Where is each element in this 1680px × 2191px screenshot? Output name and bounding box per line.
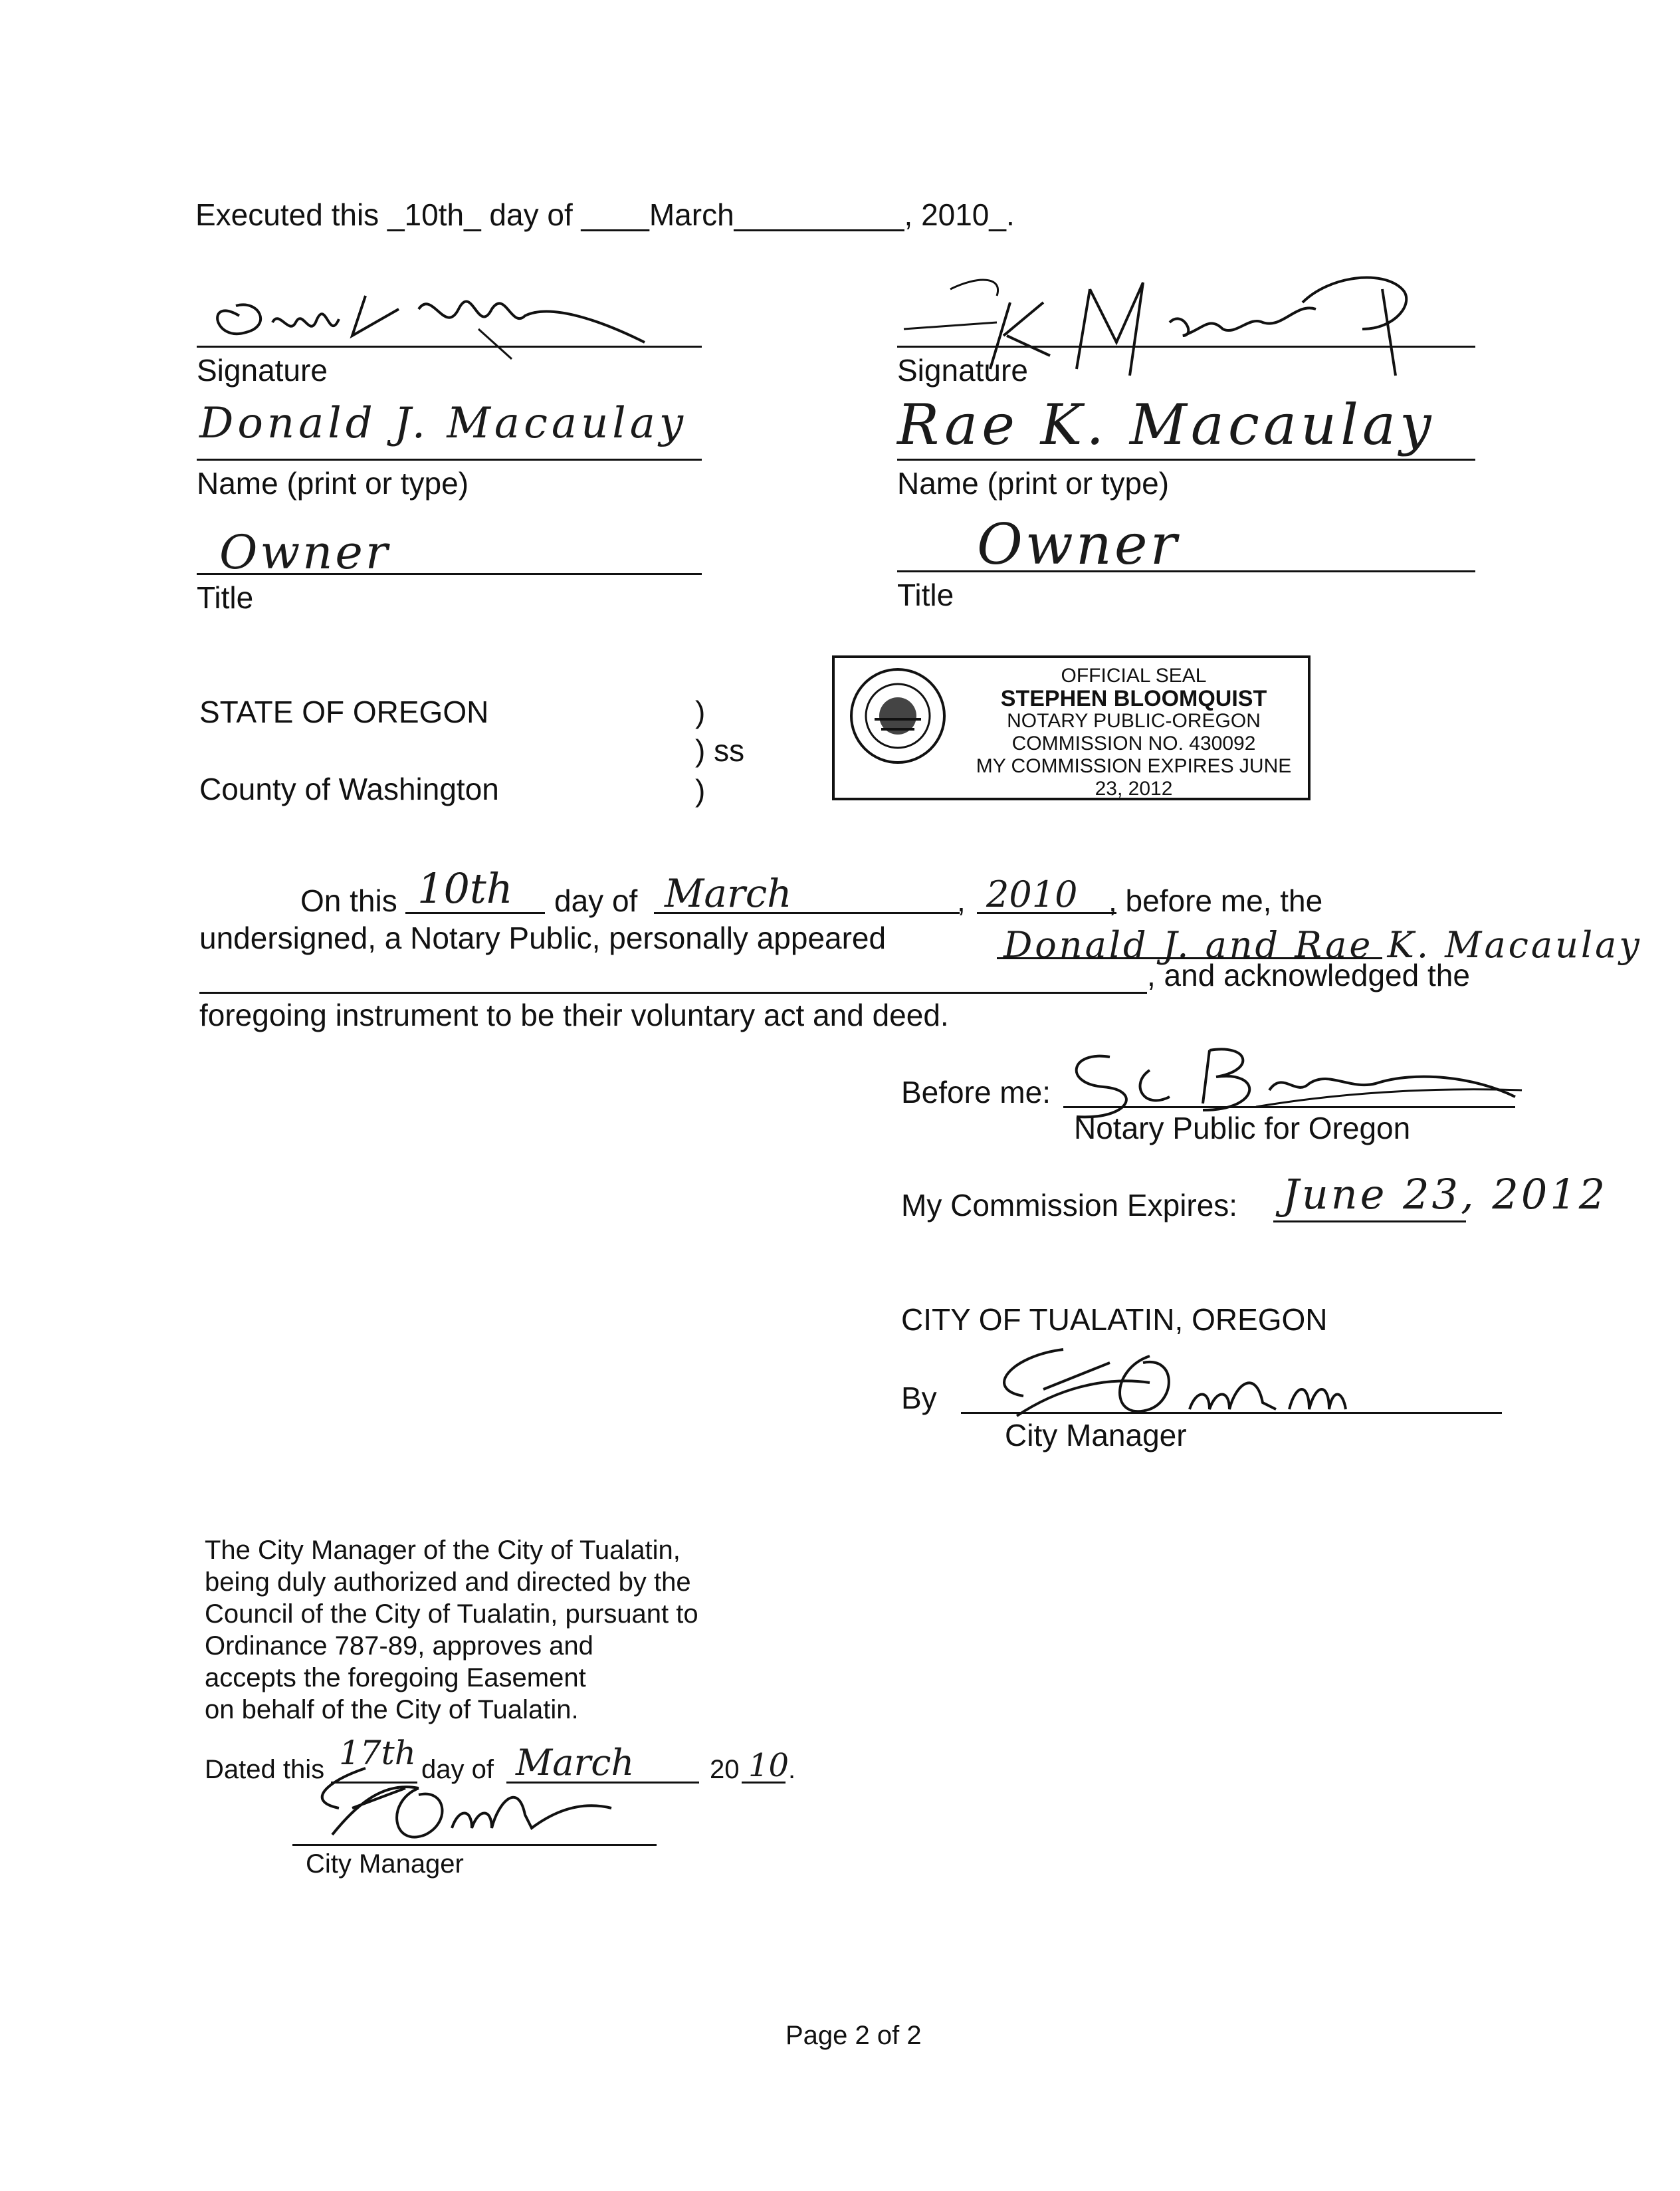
executed-month: March — [649, 197, 734, 232]
executed-suffix: __________, 2010_. — [734, 197, 1015, 232]
city-heading: CITY OF TUALATIN, OREGON — [901, 1302, 1328, 1337]
approval-manager-signature-scribble — [292, 1762, 665, 1855]
ack-day-of: day of — [554, 883, 638, 918]
title-label-right: Title — [897, 578, 954, 612]
executed-prefix: Executed this _ — [195, 197, 405, 232]
ack-on-this: On this — [300, 883, 397, 918]
title-value-left: Owner — [219, 525, 391, 580]
signature-label-right: Signature — [897, 353, 1028, 388]
notary-seal — [832, 655, 1311, 800]
notary-signature-line — [1063, 1106, 1515, 1108]
executed-line — [195, 197, 1015, 233]
dated-day-value: 17th — [339, 1734, 416, 1772]
approval-line-6: on behalf of the City of Tualatin. — [205, 1695, 579, 1724]
title-line-right — [897, 570, 1475, 572]
approval-line-1: The City Manager of the City of Tualatin, — [205, 1536, 681, 1565]
commission-expires-value: June 23, 2012 — [1283, 1170, 1608, 1218]
venue-paren-2: ) — [695, 773, 706, 808]
venue-paren-1: ) — [695, 695, 706, 729]
approval-line-4: Ordinance 787-89, approves and — [205, 1631, 593, 1661]
seal-line-5: MY COMMISSION EXPIRES JUNE 23, 2012 — [976, 755, 1292, 800]
ack-day-value: 10th — [417, 864, 513, 913]
seal-notary-name: STEPHEN BLOOMQUIST — [1000, 686, 1267, 711]
ack-day-line — [405, 912, 545, 914]
commission-expires-line — [1273, 1220, 1466, 1222]
ack-comma: , — [957, 883, 966, 918]
approval-line-5: accepts the foregoing Easement — [205, 1663, 586, 1692]
ack-line-3: , and acknowledged the — [1147, 958, 1470, 992]
approval-line-3: Council of the City of Tualatin, pursuant to — [205, 1599, 698, 1629]
ack-year-line — [977, 912, 1116, 914]
title-value-right: Owner — [977, 512, 1180, 577]
notary-label: Notary Public for Oregon — [1074, 1111, 1411, 1145]
title-line-left — [197, 573, 702, 575]
approval-manager-label: City Manager — [306, 1849, 464, 1879]
signature-line-left — [197, 346, 702, 348]
name-line-right — [897, 459, 1475, 461]
dated-prefix: Dated this — [205, 1755, 325, 1784]
city-manager-label: City Manager — [1005, 1418, 1187, 1452]
ack-before-me: , before me, the — [1108, 883, 1323, 918]
venue-county: County of Washington — [199, 772, 499, 806]
signature-line-right — [897, 346, 1475, 348]
executed-mid: _ day of ____ — [464, 197, 649, 232]
ack-appeared-value: Donald J. and Rae K. Macaulay — [1003, 924, 1642, 966]
seal-text — [961, 665, 1307, 800]
name-label-left: Name (print or type) — [197, 466, 469, 501]
dated-period: . — [788, 1755, 796, 1784]
title-label-left: Title — [197, 580, 254, 615]
ack-month-line — [654, 912, 960, 914]
ack-year-value: 2010 — [986, 873, 1078, 915]
dated-year-prefix: 20 — [710, 1755, 740, 1784]
name-value-left: Donald J. Macaulay — [199, 399, 688, 448]
seal-line-1: OFFICIAL SEAL — [1061, 665, 1207, 687]
city-by: By — [901, 1381, 937, 1415]
page-number: Page 2 of 2 — [786, 2021, 922, 2050]
notary-before-me: Before me: — [901, 1075, 1051, 1109]
seal-line-4: COMMISSION NO. 430092 — [1011, 733, 1256, 754]
venue-state: STATE OF OREGON — [199, 695, 489, 729]
dated-year-value: 10 — [748, 1747, 789, 1784]
seal-line-3: NOTARY PUBLIC-OREGON — [1007, 710, 1261, 732]
dated-day-of: day of — [421, 1755, 494, 1784]
ack-line-2: undersigned, a Notary Public, personally appeared — [199, 921, 887, 955]
approval-manager-signature-line — [292, 1844, 657, 1846]
signature-label-left: Signature — [197, 353, 328, 388]
approval-paragraph — [205, 1534, 698, 1726]
ack-month-value: March — [665, 871, 792, 916]
city-manager-signature-line — [961, 1412, 1502, 1414]
approval-line-2: being duly authorized and directed by the — [205, 1567, 691, 1597]
name-value-right: Rae K. Macaulay — [897, 392, 1435, 457]
commission-expires-label: My Commission Expires: — [901, 1188, 1238, 1222]
state-seal-emblem — [848, 666, 948, 766]
name-label-right: Name (print or type) — [897, 466, 1170, 501]
executed-day: 10th — [404, 197, 465, 232]
name-line-left — [197, 459, 702, 461]
venue-ss: ) ss — [695, 733, 745, 768]
dated-year-line — [742, 1782, 786, 1784]
ack-line-4: foregoing instrument to be their voluntary act and deed. — [199, 998, 949, 1032]
ack-continuation-line — [199, 992, 1147, 994]
dated-month-value: March — [516, 1742, 635, 1784]
